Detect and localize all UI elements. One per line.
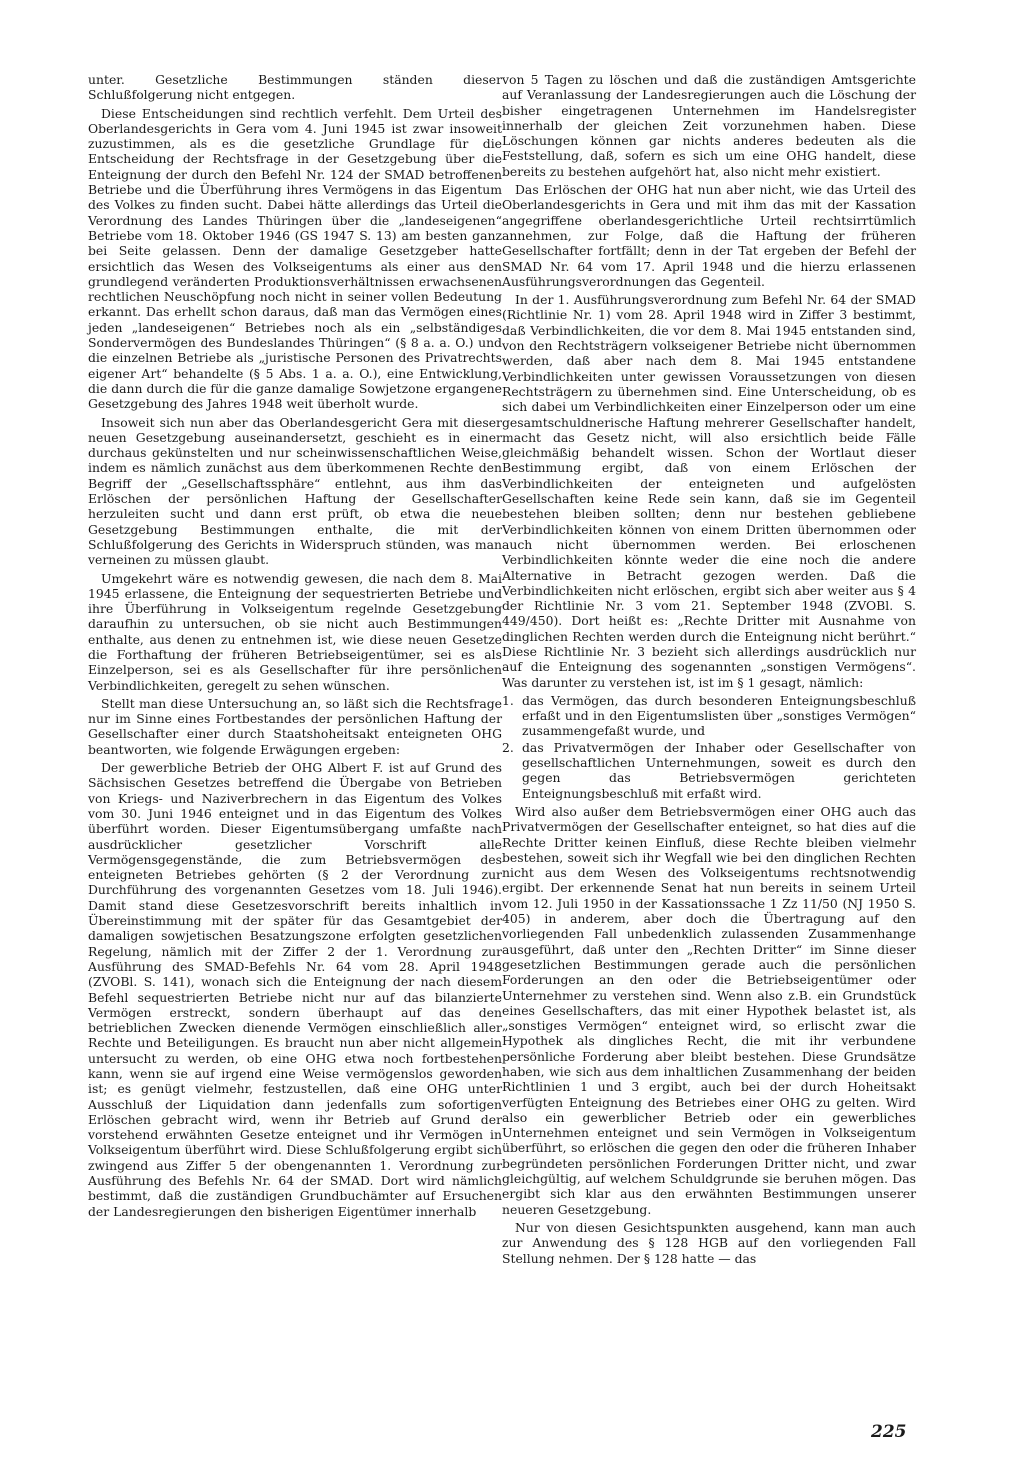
paragraph: Umgekehrt wäre es notwendig gewesen, die nach dem 8. Mai 1945 erlassene, die Enteignung der sequestrierten Betriebe und ihre Überführung in Volkseigentum regelnde Gesetzgebung daraufhin zu untersuchen, ob sie nicht auch Bestimmungen enthalte, aus denen zu entnehmen ist, wie diese neuen Gesetze die Forthaftung der früheren Betriebseigentümer, sei es als Einzelperson, sei es als Gesellschafter für ihre persönlichen Verbindlichkeiten, geregelt zu sehen wünschen. <box>88 570 502 693</box>
left-column <box>88 72 502 1222</box>
paragraph: In der 1. Ausführungsverordnung zum Befehl Nr. 64 der SMAD (Richtlinie Nr. 1) vom 28. April 1948 wird in Ziffer 3 bestimmt, daß Verbindlichkeiten, die vor dem 8. Mai 1945 entstanden sind, von den Rechtsträgern volkseigener Betriebe nicht übernommen werden, daß aber nach dem 8. Mai 1945 entstandene Verbindlichkeiten unter gewissen Voraussetzungen von diesen Rechtsträgern zu übernehmen sind. Eine Unterscheidung, ob es sich dabei um Verbindlichkeiten einer Einzelperson oder um eine gesamtschuldnerische Haftung mehrerer Gesellschafter handelt, macht das Gesetz nicht, will also ersichtlich beide Fälle gleichmäßig behandelt wissen. Schon der Wortlaut dieser Bestimmung ergibt, daß von einem Erlöschen der Verbindlichkeiten der enteigneten und aufgelösten Gesellschaften keine Rede sein kann, daß sie im Gegenteil bestehen bleiben sollten; denn nur bestehen gebliebene Verbindlichkeiten können von einem Dritten übernommen oder auch nicht übernommen werden. Bei erloschenen Verbindlichkeiten könnte weder die eine noch die andere Alternative in Betracht gezogen werden. Daß die Verbindlichkeiten nicht erlöschen, ergibt sich aber weiter aus § 4 der Richtlinie Nr. 3 vom 21. September 1948 (ZVOBl. S. 449/450). Dort heißt es: „Rechte Dritter mit Ausnahme von dinglichen Rechten werden durch die Enteignung nicht berührt.“ Diese Richtlinie Nr. 3 bezieht sich allerdings ausdrücklich nur auf die Enteignung des sogenannten „sonstigen Vermögens“. Was darunter zu verstehen ist, ist im § 1 gesagt, nämlich: <box>502 292 916 690</box>
paragraph: von 5 Tagen zu löschen und daß die zuständigen Amtsgerichte auf Veranlassung der Landesregierungen auch die Löschung der bisher eingetragenen Unternehmen im Handelsregister innerhalb der gleichen Zeit vorzunehmen haben. Diese Löschungen können gar nichts anderes bedeuten als die Feststellung, daß, sofern es sich um eine OHG handelt, diese bereits zu bestehen aufgehört hat, also nicht mehr existiert. <box>502 72 916 179</box>
paragraph: unter. Gesetzliche Bestimmungen ständen dieser Schlußfolgerung nicht entgegen. <box>88 72 502 103</box>
list-item-text: das Privatvermögen der Inhaber oder Gesellschafter von gesellschaftlichen Unternehmungen, soweit es durch den gegen das Betriebsvermögen gerichteten Enteignungsbeschluß mit erfaßt wird. <box>522 739 916 801</box>
list-item-number: 2. <box>502 739 514 755</box>
list-item-text: das Vermögen, das durch besonderen Enteignungsbeschluß erfaßt und in den Eigentumslisten über „sonstiges Vermögen“ zusammengefaßt wurde, und <box>522 692 916 739</box>
page-number: 225 <box>871 1422 907 1442</box>
paragraph: Insoweit sich nun aber das Oberlandesgericht Gera mit dieser neuen Gesetzgebung auseinandersetzt, geschieht es in einer durchaus gekünstelten und nur scheinwissenschaftlichen Weise, indem es nämlich zunächst aus dem überkommenen Rechte den Begriff der „Gesellschaftssphäre“ entlehnt, aus ihm das Erlöschen der persönlichen Haftung der Gesellschafter herzuleiten sucht und dann erst prüft, ob etwa die neue Gesetzgebung Bestimmungen enthalte, die mit der Schlußfolgerung des Gerichts in Widerspruch stünden, was man verneinen zu müssen glaubt. <box>88 414 502 568</box>
numbered-list <box>502 693 916 801</box>
list-item <box>502 693 916 739</box>
right-column <box>502 72 916 1269</box>
list-item-number: 1. <box>502 692 514 708</box>
paragraph: Stellt man diese Untersuchung an, so läßt sich die Rechtsfrage nur im Sinne eines Fortbestandes der persönlichen Haftung der Gesellschafter einer durch Staatshoheitsakt enteigneten OHG beantworten, wie folgende Erwägungen ergeben: <box>88 695 502 757</box>
list-item <box>502 740 916 801</box>
paragraph: Das Erlöschen der OHG hat nun aber nicht, wie das Urteil des Oberlandesgerichts in Gera und mit ihm das mit der Kassation angegriffene oberlandesgerichtliche Urteil rechtsirrtümlich annehmen, zur Folge, daß die Haftung der früheren Gesellschafter fortfällt; denn in der Tat ergeben der Befehl der SMAD Nr. 64 vom 17. April 1948 und die hierzu erlassenen Ausführungsverordnungen das Gegenteil. <box>502 182 916 289</box>
paragraph: Der gewerbliche Betrieb der OHG Albert F. ist auf Grund des Sächsischen Gesetzes betreffend die Übergabe von Betrieben von Kriegs- und Naziverbrechern in das Eigentum des Volkes vom 30. Juni 1946 enteignet und in das Eigentum des Volkes überführt worden. Dieser Eigentumsübergang umfaßte nach ausdrücklicher gesetzlicher Vorschrift alle Vermögensgegenstände, die zum Betriebsvermögen des enteigneten Betriebes gehörten (§ 2 der Verordnung zur Durchführung des vorgenannten Gesetzes vom 18. Juli 1946). Damit stand diese Gesetzesvorschrift bereits inhaltlich in Übereinstimmung mit der später für das Gesamtgebiet der damaligen sowjetischen Besatzungszone erfolgten gesetzlichen Regelung, nämlich mit der Ziffer 2 der 1. Verordnung zur Ausführung des SMAD-Befehls Nr. 64 vom 28. April 1948 (ZVOBl. S. 141), wonach sich die Enteignung der nach diesem Befehl sequestrierten Betriebe nicht nur auf das bilanzierte Vermögen erstreckt, sondern überhaupt auf das den betrieblichen Zwecken dienende Vermögen einschließlich aller Rechte und Beteiligungen. Es braucht nun aber nicht allgemein untersucht zu werden, ob eine OHG etwa noch fortbestehen kann, wenn sie auf irgend eine Weise vermögenslos geworden ist; es genügt vielmehr, festzustellen, daß eine OHG unter Ausschluß der Liquidation dann jedenfalls zum sofortigen Erlöschen gebracht wird, wenn ihr Betrieb auf Grund der vorstehend erwähnten Gesetze enteignet und ihr Vermögen in Volkseigentum überführt wird. Diese Schlußfolgerung ergibt sich zwingend aus Ziffer 5 der obengenannten 1. Verordnung zur Ausführung des Befehls Nr. 64 der SMAD. Dort wird nämlich bestimmt, daß die zuständigen Grundbuchämter auf Ersuchen der Landesregierungen den bisherigen Eigentümer innerhalb <box>88 760 502 1219</box>
paragraph: Diese Entscheidungen sind rechtlich verfehlt. Dem Urteil des Oberlandesgerichts in Gera vom 4. Juni 1945 ist zwar insoweit zuzustimmen, als es die gesetzliche Grundlage für die Entscheidung der Rechtsfrage in der Gesetzgebung über die Enteignung der durch den Befehl Nr. 124 der SMAD betroffenen Betriebe und die Überführung ihres Vermögens in das Eigentum des Volkes zu finden sucht. Dabei hätte allerdings das Urteil die Verordnung des Landes Thüringen über die „landeseigenen“ Betriebe vom 18. Oktober 1946 (GS 1947 S. 13) am besten ganz bei Seite gelassen. Denn der damalige Gesetzgeber hatte ersichtlich das Wesen des Volkseigentums als einer aus den grundlegend veränderten Produktionsverhältnissen erwachsenen rechtlichen Neuschöpfung noch nicht in seiner vollen Bedeutung erkannt. Das erhellt schon daraus, daß man das Vermögen eines jeden „landeseigenen“ Betriebes noch als ein „selbständiges Sondervermögen des Bundeslandes Thüringen“ (§ 8 a. a. O.) und die einzelnen Betriebe als „juristische Personen des Privatrechts eigener Art“ behandelte (§ 5 Abs. 1 a. a. O.), eine Entwicklung, die dann durch die für die ganze damalige Sowjetzone ergangene Gesetzgebung des Jahres 1948 weit überholt wurde. <box>88 105 502 412</box>
paragraph: Wird also außer dem Betriebsvermögen einer OHG auch das Privatvermögen der Gesellschafter enteignet, so hat dies auf die Rechte Dritter keinen Einfluß, diese Rechte bleiben vielmehr bestehen, soweit sich ihr Wegfall wie bei den dinglichen Rechten nicht aus dem Wesen des Volkseigentums rechtsnotwendig ergibt. Der erkennende Senat hat nun bereits in seinem Urteil vom 12. Juli 1950 in der Kassationssache 1 Zz 11/50 (NJ 1950 S. 405) in anderem, aber doch die Übertragung auf den vorliegenden Fall unbedenklich zulassenden Zusammenhange ausgeführt, daß unter den „Rechten Dritter“ im Sinne dieser gesetzlichen Bestimmungen gerade auch die persönlichen Forderungen an den oder die Betriebseigentümer oder Unternehmer zu verstehen sind. Wenn also z.B. ein Grundstück eines Gesellschafters, das mit einer Hypothek belastet ist, als „sonstiges Vermögen“ enteignet wird, so erlischt zwar die Hypothek als dingliches Recht, die mit ihr verbundene persönliche Forderung aber bleibt bestehen. Diese Grundsätze haben, wie sich aus dem inhaltlichen Zusammenhang der beiden Richtlinien 1 und 3 ergibt, auch bei der durch Hoheitsakt verfügten Enteignung des Betriebes einer OHG zu gelten. Wird also ein gewerblicher Betrieb oder ein gewerbliches Unternehmen enteignet und sein Vermögen in Volkseigentum überführt, so erlöschen die gegen den oder die früheren Inhaber begründeten persönlichen Forderungen Dritter nicht, und zwar gleichgültig, auf welchem Schuldgrunde sie beruhen mögen. Das ergibt sich klar aus den erwähnten Bestimmungen unserer neueren Gesetzgebung. <box>502 803 916 1217</box>
paragraph: Nur von diesen Gesichtspunkten ausgehend, kann man auch zur Anwendung des § 128 HGB auf den vorliegenden Fall Stellung nehmen. Der § 128 hatte — das <box>502 1219 916 1266</box>
